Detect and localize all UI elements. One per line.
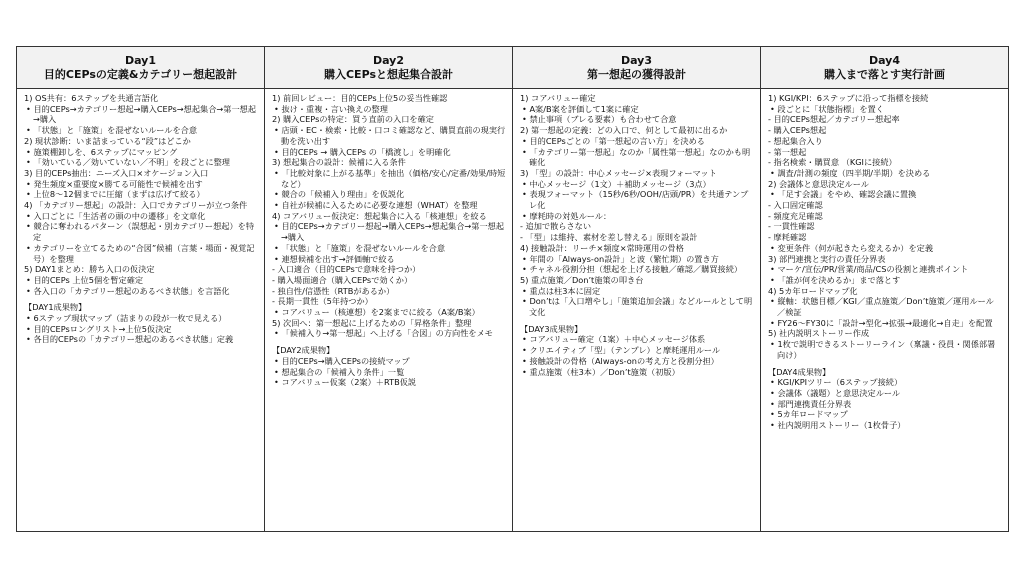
section-line: 5) 社内説明ストーリー作成 <box>768 328 870 339</box>
section-line: 【DAY2成果物】 <box>272 345 335 356</box>
bullet-item: • 目的CEPsごとの「第一想起の言い方」を決める <box>520 136 754 147</box>
bullet-item: • 自社が候補に入るために必要な連想（WHAT）を整理 <box>272 200 506 211</box>
section-line: - 「型」は維持、素材を差し替える」原則を設計 <box>520 232 698 243</box>
bullet-item: • 重点施策（柱3本）／Don’t施策（初版） <box>520 367 754 378</box>
bullet-item: • 発生頻度×重要度×勝てる可能性で候補を出す <box>24 179 258 190</box>
bullet-item: • A案/B案を評価して1案に確定 <box>520 104 754 115</box>
bullet-item: • Don’tは「入口増やし」「施策追加会議」などルールとして明文化 <box>520 296 754 317</box>
section-line: - 追加で散らさない <box>520 221 592 232</box>
day3-label: Day3 <box>620 53 653 67</box>
workshop-plan-table <box>16 46 1009 532</box>
section-line: 【DAY3成果物】 <box>520 323 583 334</box>
bullet-item: • 「足す会議」をやめ、確認会議に置換 <box>768 189 1002 200</box>
bullet-item: • 目的CEPsロングリスト→上位5仮決定 <box>24 324 258 335</box>
bullet-item: • 5カ年ロードマップ <box>768 409 1002 420</box>
section-line: - 入口固定確認 <box>768 200 823 211</box>
section-line: 2) 購入CEPsの特定：買う直前の入口を確定 <box>272 114 434 125</box>
section-line: - 目的CEPs想起／カテゴリー想起率 <box>768 114 900 125</box>
day2-column <box>265 47 513 531</box>
bullet-item: • 入口ごとに「生活者の頭の中の遷移」を文章化 <box>24 211 258 222</box>
bullet-item: • 「候補入り→第一想起」へ上げる「合図」の方向性をメモ <box>272 328 506 339</box>
section-line: - 指名検索・購買意 （KGIに接続） <box>768 157 897 168</box>
section-line: - 第一想起 <box>768 146 807 157</box>
bullet-item: • 中心メッセージ（1文）＋補助メッセージ（3点） <box>520 179 754 190</box>
bullet-item: • 摩耗時の対処ルール： <box>520 211 754 222</box>
section-line: 1) 前回レビュー：目的CEPs上位5の妥当性確認 <box>272 93 448 103</box>
section-line: 2) 第一想起の定義：どの入口で、何として最初に出るか <box>520 125 728 136</box>
day3-header <box>513 47 760 89</box>
section-line: 5) 重点施策／Don’t施策の叩き台 <box>520 274 644 285</box>
bullet-item: • 想起集合の「候補入り条件」一覧 <box>272 367 506 378</box>
bullet-item: • クリエイティブ「型」（テンプレ）と摩耗運用ルール <box>520 345 754 356</box>
bullet-item: • カテゴリーを立てるための“合図”候補（言葉・場面・視覚記号）を整理 <box>24 243 258 264</box>
bullet-item: • 連想候補を出す→評価軸で絞る <box>272 254 506 265</box>
bullet-item: • 各目的CEPsの「カテゴリー想起のあるべき状態」定義 <box>24 334 258 345</box>
section-line: 1) コアバリュー確定 <box>520 93 596 103</box>
section-line: 4) 5カ年ロードマップ化 <box>768 285 858 296</box>
section-line: 1) KGI/KPI：6ステップに沿って指標を接続 <box>768 93 929 103</box>
bullet-item: • 目的CEPs→購入CEPsの接続マップ <box>272 356 506 367</box>
bullet-item: • 「誰が何を決めるか」まで落とす <box>768 275 1002 286</box>
day3-title: 第一想起の獲得設計 <box>587 67 686 81</box>
bullet-item: • チャネル役割分担（想起を上げる接触／確認／購買接続） <box>520 264 754 275</box>
bullet-item: • 「カテゴリー第一想起」なのか「属性第一想起」なのかも明確化 <box>520 147 754 168</box>
bullet-item: • 調査/計測の頻度（四半期/半期）を決める <box>768 168 1002 179</box>
bullet-item: • 会議体（議題）と意思決定ルール <box>768 388 1002 399</box>
day2-body <box>265 89 512 388</box>
day1-title: 目的CEPsの定義&カテゴリー想起設計 <box>43 67 238 81</box>
section-line: 2) 会議体と意思決定ルール <box>768 178 869 189</box>
bullet-item: • 施策棚卸しを、6ステップにマッピング <box>24 147 258 158</box>
bullet-item: • 上位8〜12個までに圧縮（まずは広げて絞る） <box>24 189 258 200</box>
bullet-item: • 店頭・EC・検索・比較・口コミ確認など、購買直前の現実行動を洗い出す <box>272 125 506 146</box>
bullet-item: • 目的CEPs → 購入CEPs の「橋渡し」を明確化 <box>272 147 506 158</box>
bullet-item: • 競合の「候補入り理由」を仮説化 <box>272 189 506 200</box>
bullet-item: • 6ステップ現状マップ（詰まりの段が一枚で見える） <box>24 313 258 324</box>
bullet-item: • 「比較対象に上がる基準」を抽出（価格/安心/定番/効果/時短など） <box>272 168 506 189</box>
bullet-item: • 表現フォーマット（15秒/6秒/OOH/店頭/PR）を共通テンプレ化 <box>520 189 754 210</box>
section-line: - 独自性/信憑性（RTBがあるか） <box>272 285 395 296</box>
bullet-item: • KGI/KPIツリー（6ステップ接続） <box>768 377 1002 388</box>
bullet-item: • 目的CEPs→カテゴリー想起→購入CEPs→想起集合→第一想起→購入 <box>272 221 506 242</box>
day2-title: 購入CEPsと想起集合設計 <box>323 67 453 81</box>
section-line: - 購入CEPs想起 <box>768 125 827 136</box>
day3-column <box>513 47 761 531</box>
section-line: 4) 接触設計：リーチ×頻度×常時運用の骨格 <box>520 242 684 253</box>
section-line: 4) 「カテゴリー想起」の設計：入口でカテゴリーが立つ条件 <box>24 200 248 211</box>
bullet-item: • FY26〜FY30に「設計→型化→拡張→最適化→自走」を配置 <box>768 318 1002 329</box>
bullet-item: • 抜け・重複・言い換えの整理 <box>272 104 506 115</box>
bullet-item: • 1枚で説明できるストーリーライン（稟議・役員・関係部署向け） <box>768 339 1002 360</box>
section-line: - 入口適合（目的CEPsで意味を持つか） <box>272 264 421 275</box>
bullet-item: • 年間の「Always-on設計」と波（繁忙期）の置き方 <box>520 254 754 265</box>
bullet-item: • 変更条件（何が起きたら変えるか）を定義 <box>768 243 1002 254</box>
bullet-item: • 縦軸：状態目標／KGI／重点施策／Don’t施策／運用ルール／検証 <box>768 296 1002 317</box>
section-line: 3) 「型」の設計：中心メッセージ×表現フォーマット <box>520 167 717 178</box>
day1-header <box>17 47 264 89</box>
section-line: 5) DAY1まとめ：勝ち入口の仮決定 <box>24 264 155 275</box>
day4-body <box>761 89 1008 431</box>
section-line: - 頻度充足確認 <box>768 210 823 221</box>
bullet-item: • 目的CEPs 上位5個を暫定確定 <box>24 275 258 286</box>
day4-header <box>761 47 1008 89</box>
section-line: 3) 想起集合の設計：候補に入る条件 <box>272 157 406 168</box>
bullet-item: • 目的CEPs→カテゴリー想起→購入CEPs→想起集合→第一想起→購入 <box>24 104 258 125</box>
section-line: 1) OS共有：6ステップを共通言語化 <box>24 93 159 103</box>
day1-label: Day1 <box>124 53 157 67</box>
bullet-item: • 禁止事項（ブレる要素）も合わせて合意 <box>520 114 754 125</box>
section-line: - 摩耗確認 <box>768 232 807 243</box>
bullet-item: • 「効いている／効いていない／不明」を段ごとに整理 <box>24 157 258 168</box>
section-line: 2) 現状診断：いま詰まっている“段”はどこか <box>24 135 191 146</box>
day1-column <box>17 47 265 531</box>
section-line: 3) 部門連携と実行の責任分界表 <box>768 253 886 264</box>
bullet-item: • コアバリュー確定（1案）＋中心メッセージ体系 <box>520 334 754 345</box>
section-line: - 購入場面適合（購入CEPsで効くか） <box>272 274 413 285</box>
bullet-item: • 各入口の「カテゴリー想起のあるべき状態」を言語化 <box>24 286 258 297</box>
bullet-item: • マーケ/宣伝/PR/営業/商品/CSの役割と連携ポイント <box>768 264 1002 275</box>
bullet-item: • 「状態」と「施策」を混ぜないルールを合意 <box>24 125 258 136</box>
day4-column <box>761 47 1008 531</box>
section-line: 【DAY4成果物】 <box>768 366 831 377</box>
bullet-item: • 「状態」と「施策」を混ぜないルールを合意 <box>272 243 506 254</box>
day1-body <box>17 89 264 345</box>
section-line: - 想起集合入り <box>768 135 823 146</box>
day2-label: Day2 <box>372 53 405 67</box>
section-line: - 長期一貫性（5年持つか） <box>272 296 373 307</box>
day3-body <box>513 89 760 377</box>
bullet-item: • 段ごとに「状態指標」を置く <box>768 104 1002 115</box>
day4-title: 購入まで落とす実行計画 <box>824 67 945 81</box>
section-line: 5) 次回へ：第一想起に上げるための「昇格条件」整理 <box>272 317 472 328</box>
bullet-item: • 部門連携責任分界表 <box>768 399 1002 410</box>
section-line: 3) 目的CEPs抽出：ニーズ入口×オケージョン入口 <box>24 167 209 178</box>
bullet-item: • コアバリュー（核連想）を2案までに絞る（A案/B案） <box>272 307 506 318</box>
section-line: 【DAY1成果物】 <box>24 302 87 313</box>
bullet-item: • 重点は柱3本に固定 <box>520 286 754 297</box>
bullet-item: • 社内説明用ストーリー（1枚骨子） <box>768 420 1002 431</box>
day4-label: Day4 <box>868 53 901 67</box>
bullet-item: • 競合に奪われるパターン（誤想起・別カテゴリー想起）を特定 <box>24 221 258 242</box>
section-line: 4) コアバリュー仮決定：想起集合に入る「核連想」を絞る <box>272 210 487 221</box>
day2-header <box>265 47 512 89</box>
section-line: - 一貫性確認 <box>768 221 815 232</box>
bullet-item: • 接触設計の骨格（Always-onの考え方と役割分担） <box>520 356 754 367</box>
bullet-item: • コアバリュー仮案（2案）＋RTB仮説 <box>272 377 506 388</box>
